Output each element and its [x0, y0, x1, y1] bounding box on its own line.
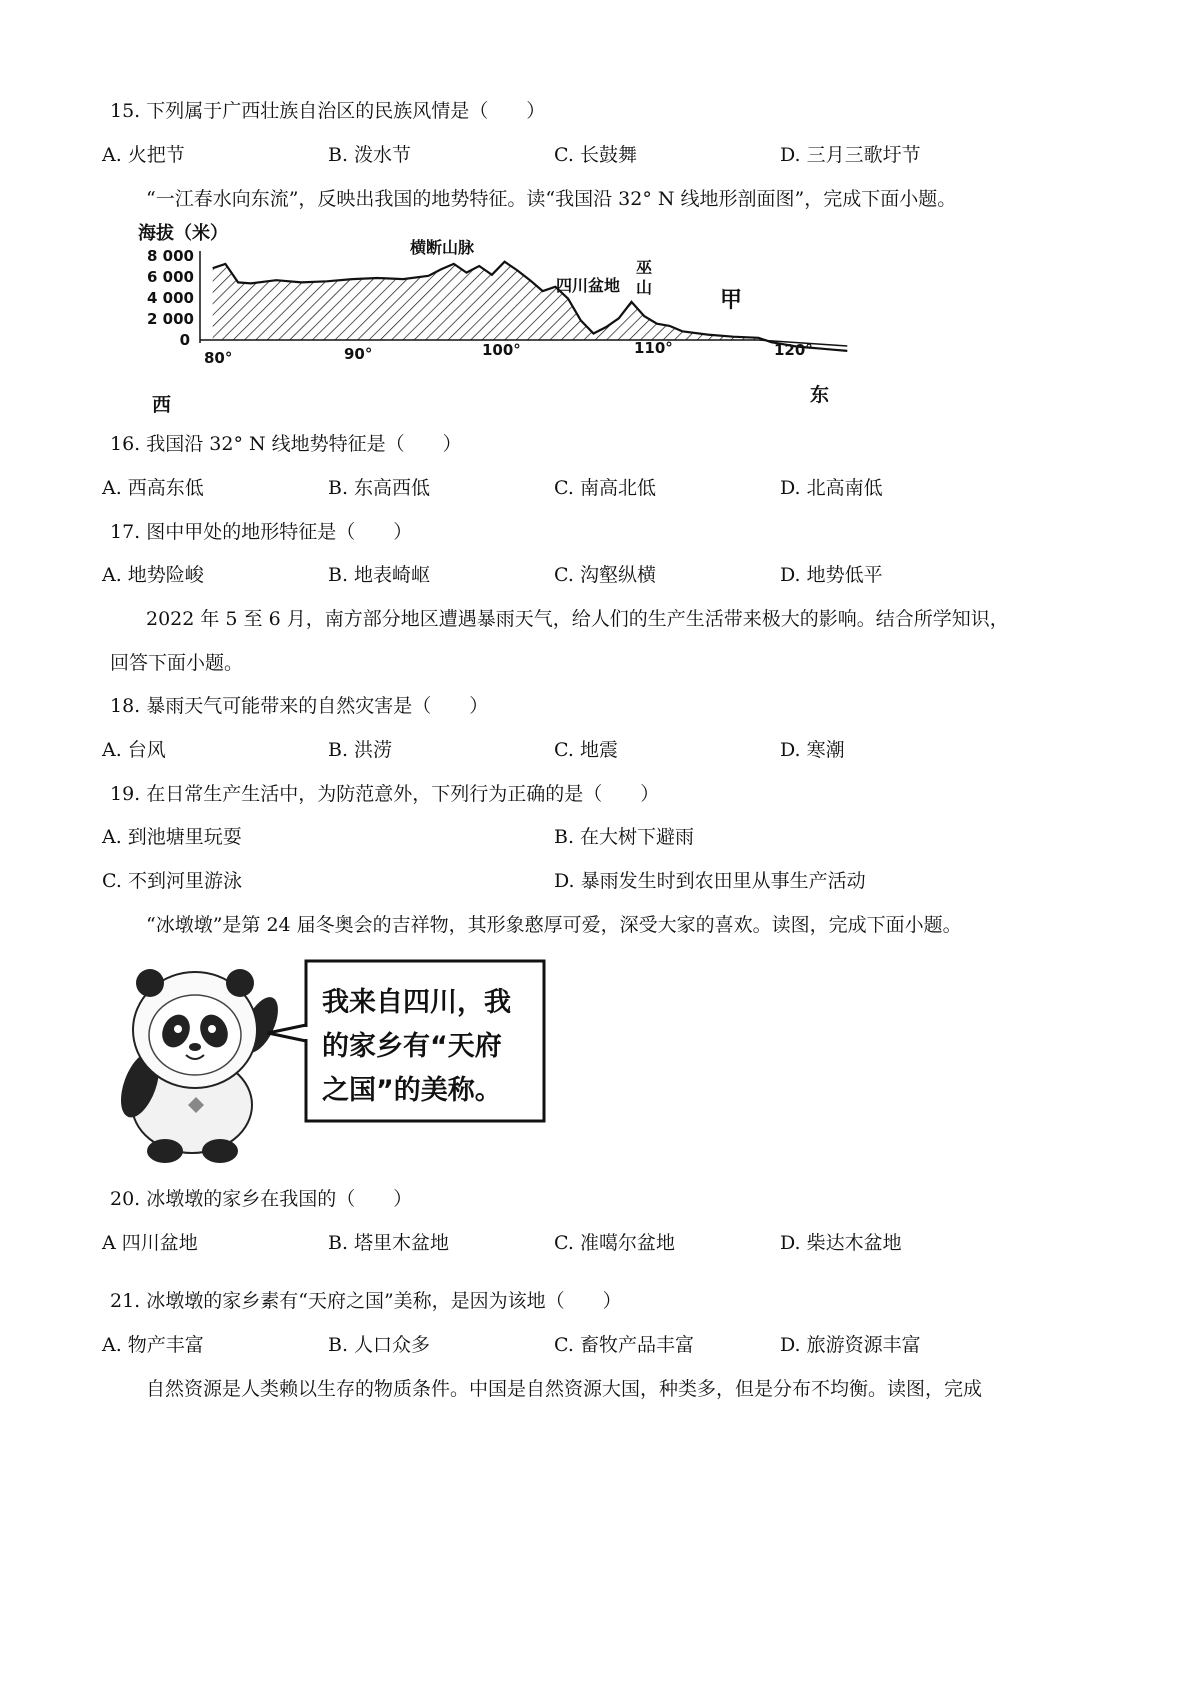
q21-option-c: C. 畜牧产品丰富	[554, 1334, 694, 1356]
q17-option-a: A. 地势险峻	[102, 564, 204, 586]
q16-option-a: A. 西高东低	[102, 477, 204, 499]
q18-option-d: D. 寒潮	[780, 739, 845, 761]
intro-passage-2-line2: 回答下面小题。	[110, 652, 244, 674]
label-sichuan-basin: 四川盆地	[556, 276, 621, 295]
q15-stem: 15. 下列属于广西壮族自治区的民族风情是（ ）	[110, 100, 546, 122]
intro-passage-2-line1: 2022 年 5 至 6 月，南方部分地区遭遇暴雨天气，给人们的生产生活带来极大的影响。结合所学知识，	[146, 608, 1009, 630]
label-jia: 甲	[720, 288, 743, 313]
q20-option-d: D. 柴达木盆地	[780, 1232, 902, 1254]
x-tick-100: 100°	[482, 341, 521, 359]
y-tick-6000: 6 000	[147, 268, 194, 286]
label-wushan: 巫山	[636, 258, 653, 297]
q17-option-d: D. 地势低平	[780, 564, 883, 586]
q19-option-d: D. 暴雨发生时到农田里从事生产活动	[554, 870, 866, 892]
label-hengduan: 横断山脉	[410, 238, 475, 257]
q21-option-b: B. 人口众多	[328, 1334, 431, 1356]
q18-stem: 18. 暴雨天气可能带来的自然灾害是（ ）	[110, 695, 489, 717]
y-tick-0: 0	[179, 331, 190, 349]
x-tick-120: 120°	[774, 341, 813, 359]
q19-option-c: C. 不到河里游泳	[102, 870, 242, 892]
intro-passage-4: 自然资源是人类赖以生存的物质条件。中国是自然资源大国，种类多，但是分布不均衡。读图，完成	[146, 1378, 983, 1400]
q19-option-a: A. 到池塘里玩耍	[102, 826, 242, 848]
y-axis-label: 海拔（米）	[138, 223, 228, 244]
y-tick-8000: 8 000	[147, 247, 194, 265]
q15-option-b: B. 泼水节	[328, 144, 412, 166]
x-tick-80: 80°	[204, 349, 233, 367]
q15-option-d: D. 三月三歌圩节	[780, 144, 921, 166]
label-west: 西	[152, 394, 172, 415]
q17-option-b: B. 地表崎岖	[328, 564, 431, 586]
terrain-area	[213, 262, 848, 340]
q19-stem: 19. 在日常生产生活中，为防范意外，下列行为正确的是（ ）	[110, 783, 660, 805]
x-tick-110: 110°	[634, 339, 673, 357]
label-east: 东	[810, 384, 830, 406]
q17-stem: 17. 图中甲处的地形特征是（ ）	[110, 521, 413, 543]
speech-bubble-line-2: 的家乡有“天府	[322, 1031, 502, 1062]
q18-option-c: C. 地震	[554, 739, 618, 761]
x-tick-90: 90°	[344, 345, 373, 363]
q16-option-c: C. 南高北低	[554, 477, 656, 499]
speech-bubble-line-3: 之国”的美称。	[322, 1075, 502, 1106]
y-tick-4000: 4 000	[147, 289, 194, 307]
speech-bubble-line-1: 我来自四川，我	[322, 987, 511, 1018]
q20-stem: 20. 冰墩墩的家乡在我国的（ ）	[110, 1188, 413, 1210]
q15-option-c: C. 长鼓舞	[554, 144, 637, 166]
q21-option-a: A. 物产丰富	[102, 1334, 204, 1356]
q17-option-c: C. 沟壑纵横	[554, 564, 656, 586]
terrain-profile-chart	[120, 215, 880, 415]
q18-option-a: A. 台风	[102, 739, 166, 761]
q15-option-a: A. 火把节	[102, 144, 185, 166]
q20-option-a: A 四川盆地	[102, 1232, 198, 1254]
q18-option-b: B. 洪涝	[328, 739, 393, 761]
q20-option-b: B. 塔里木盆地	[328, 1232, 450, 1254]
mascot-illustration	[100, 955, 560, 1165]
q16-option-b: B. 东高西低	[328, 477, 431, 499]
q16-option-d: D. 北高南低	[780, 477, 883, 499]
intro-passage-1: “一江春水向东流”，反映出我国的地势特征。读“我国沿 32° N 线地形剖面图”，完成下面小题。	[146, 188, 957, 210]
q16-stem: 16. 我国沿 32° N 线地势特征是（ ）	[110, 433, 462, 455]
q19-option-b: B. 在大树下避雨	[554, 826, 695, 848]
q20-option-c: C. 准噶尔盆地	[554, 1232, 675, 1254]
intro-passage-3: “冰墩墩”是第 24 届冬奥会的吉祥物，其形象憨厚可爱，深受大家的喜欢。读图，完成下面小题。	[146, 914, 962, 936]
q21-stem: 21. 冰墩墩的家乡素有“天府之国”美称，是因为该地（ ）	[110, 1290, 622, 1312]
y-tick-2000: 2 000	[147, 310, 194, 328]
q21-option-d: D. 旅游资源丰富	[780, 1334, 921, 1356]
